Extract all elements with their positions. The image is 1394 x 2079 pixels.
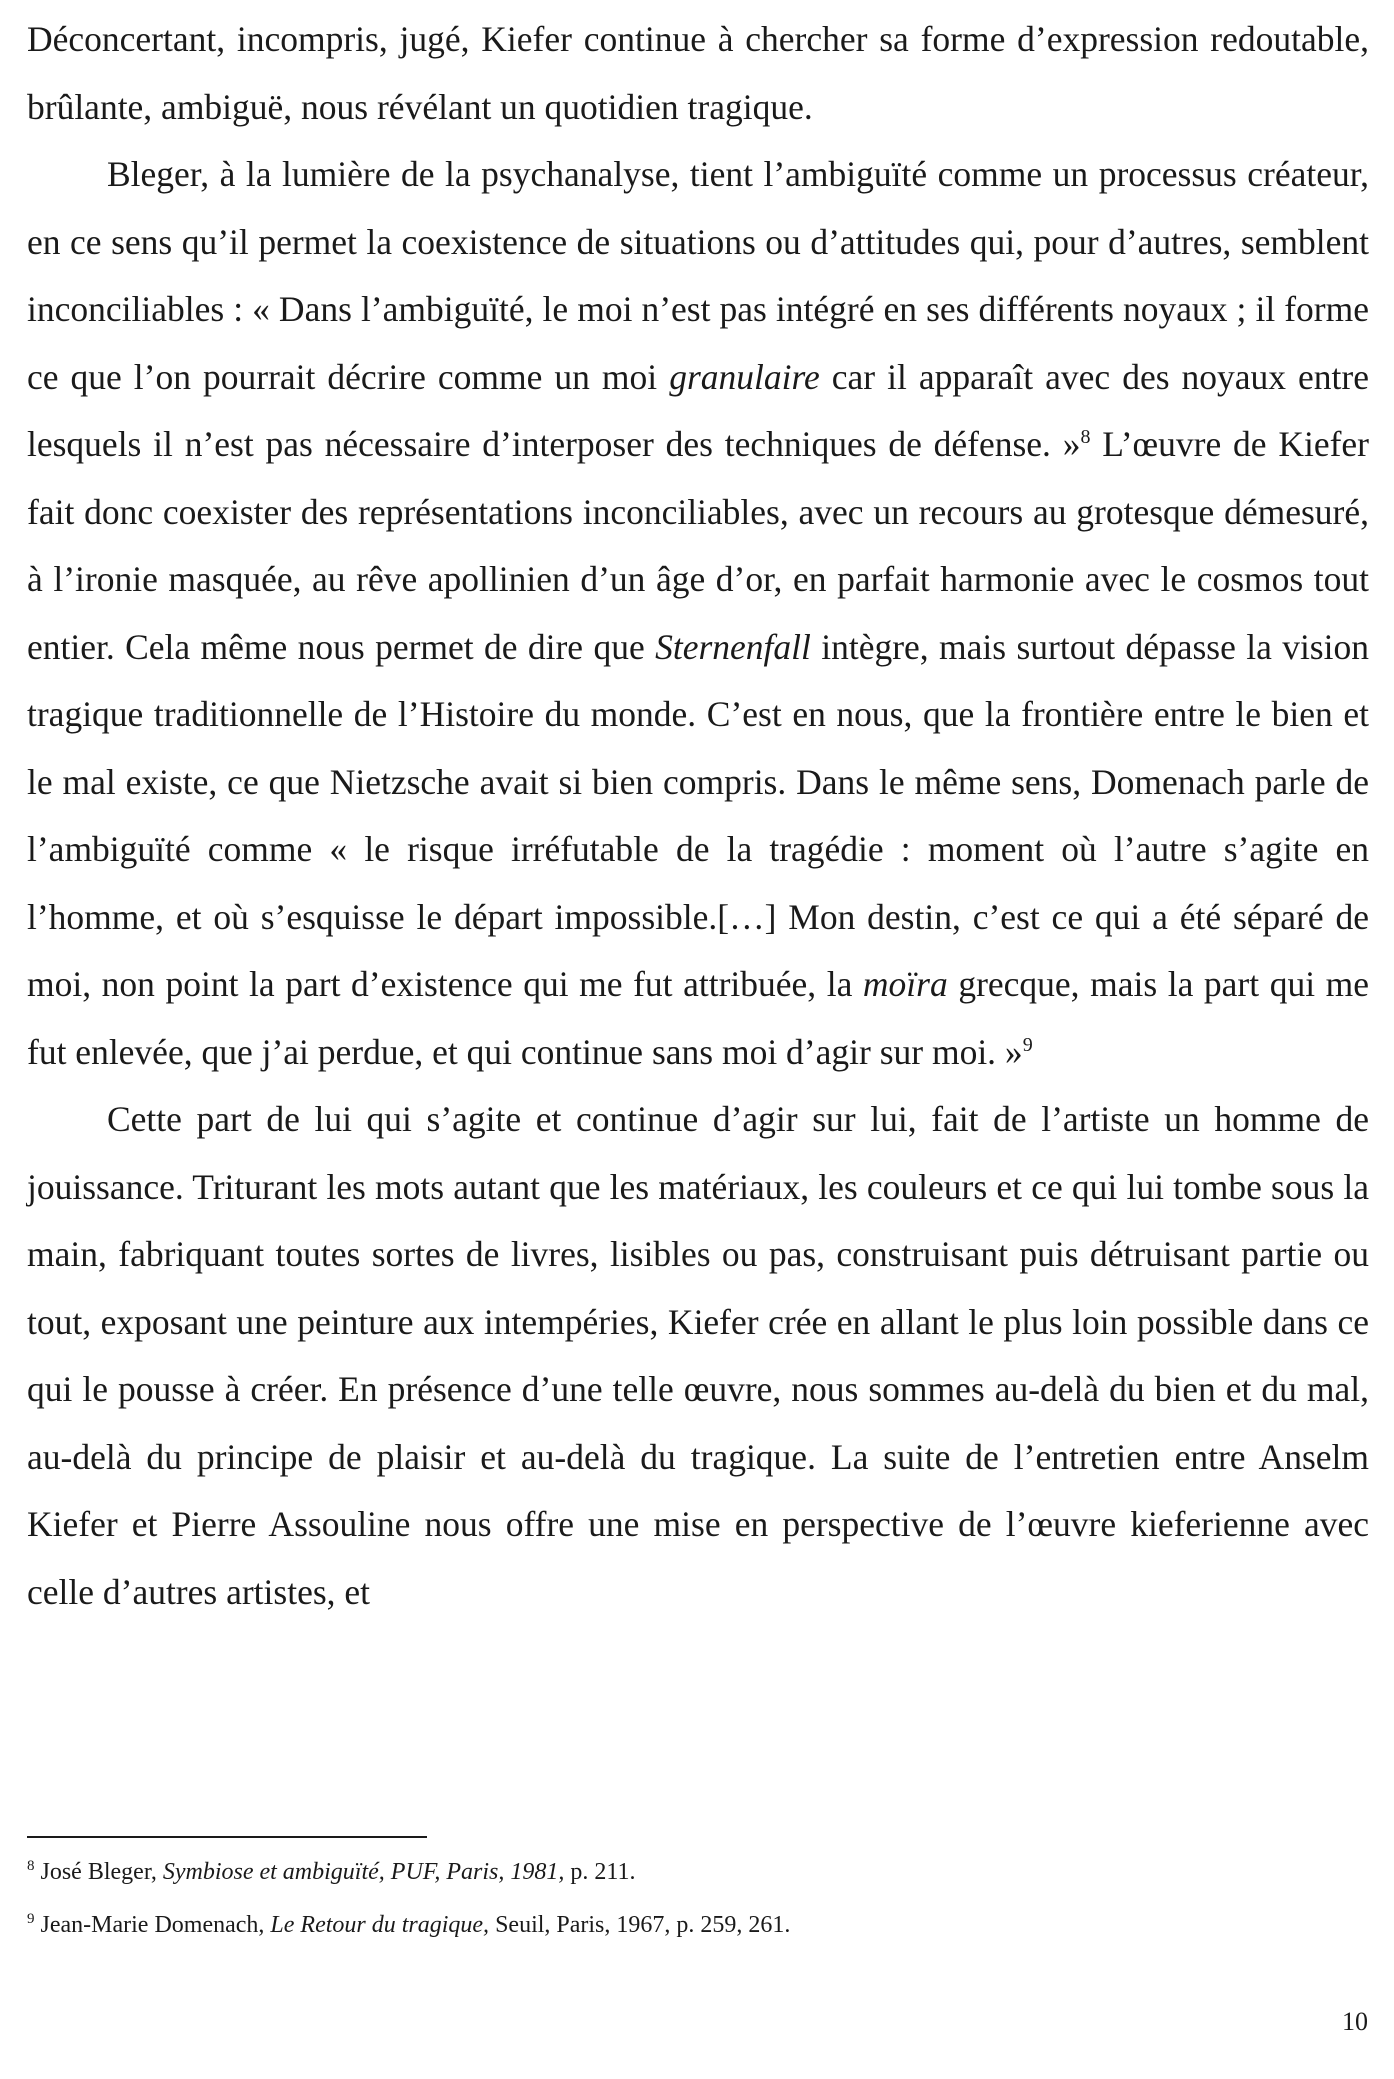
footnote-reference: 8 [1080,426,1091,449]
text-run: José Bleger, [34,1859,163,1885]
text-run: Jean-Marie Domenach, [34,1912,271,1938]
footnote-number: 9 [27,1911,35,1927]
text-run: grecque, mais la part qui me fut enlevée, que j’ai perdue, et qui continue sans moi d’agir sur moi. » [27,964,1369,1072]
text-run: L’œuvre de Kiefer fait donc coexister des représentations inconciliables, avec un recours au grotesque démesuré, à l’ironie masquée, au rêve apollinien d’un âge d’or, en parfait harmonie avec le cosmos tout entier. Cela même nous permet de dire que [27,424,1369,667]
footnote-8 [27,1857,635,1887]
italic-text: moïra [862,964,948,1004]
paragraph [27,141,1369,1086]
italic-text: Sternenfall [655,626,811,667]
page-number: 10 [1342,2007,1368,2036]
paragraph [27,1086,1369,1626]
paragraph [27,6,1369,141]
text-run: intègre, mais surtout dépasse la vision tragique traditionnelle de l’Histoire du monde. C’est en nous, que la frontière entre le bien et le mal existe, ce que Nietzsche avait si bien compris. Dans le même sens, Domenach parle de l’ambiguïté comme « le risque irréfutable de la tragédie : moment où l’autre s’agite en l’homme, et où s’esquisse le départ impossible.[…] Mon destin, c’est ce qui a été séparé de moi, non point la part d’existence qui me fut attribuée, la [27,626,1369,1004]
italic-text: Symbiose et ambiguïté, PUF, Paris, 1981, [162,1859,565,1885]
footnote-9 [27,1910,790,1940]
text-run: p. 211. [564,1859,636,1885]
text-run: Cette part de lui qui s’agite et continue d’agir sur lui, fait de l’artiste un homme de jouissance. Triturant les mots autant que les matériaux, les couleurs et ce qui lui tombe sous la main, fabriquant toutes sortes de livres, lisibles ou pas, construisant puis détruisant partie ou tout, exposant une peinture aux intempéries, Kiefer crée en allant le plus loin possible dans ce qui le pousse à créer. En présence d’une telle œuvre, nous sommes au-delà du bien et du mal, au-delà du principe de plaisir et au-delà du tragique. La suite de l’entretien entre Anselm Kiefer et Pierre Assouline nous offre une mise en perspective de l’œuvre kieferienne avec celle d’autres artistes, et [27,1099,1369,1612]
text-run: Bleger, à la lumière de la psychanalyse, tient l’ambiguïté comme un processus créateur, en ce sens qu’il permet la coexistence de situations ou d’attitudes qui, pour d’autres, semblent inconciliables : « Dans l’ambiguïté, le moi n’est pas intégré en ses différents noyaux ; il forme ce que l’on pourrait décrire comme un moi [27,154,1369,397]
footnote-separator [27,1836,427,1838]
italic-text: granulaire [669,356,820,397]
italic-text: Le Retour du tragique, [270,1912,490,1938]
text-run: car il apparaît avec des noyaux entre lesquels il n’est pas nécessaire d’interposer des techniques de défense. » [27,356,1369,464]
text-run: Déconcertant, incompris, jugé, Kiefer continue à chercher sa forme d’expression redoutable, brûlante, ambiguë, nous révélant un quotidien tragique. [27,19,1369,127]
footnote-reference: 9 [1022,1033,1033,1056]
footnote-number: 8 [27,1858,35,1874]
body-text [27,6,1369,1626]
text-run: Seuil, Paris, 1967, p. 259, 261. [489,1912,791,1938]
